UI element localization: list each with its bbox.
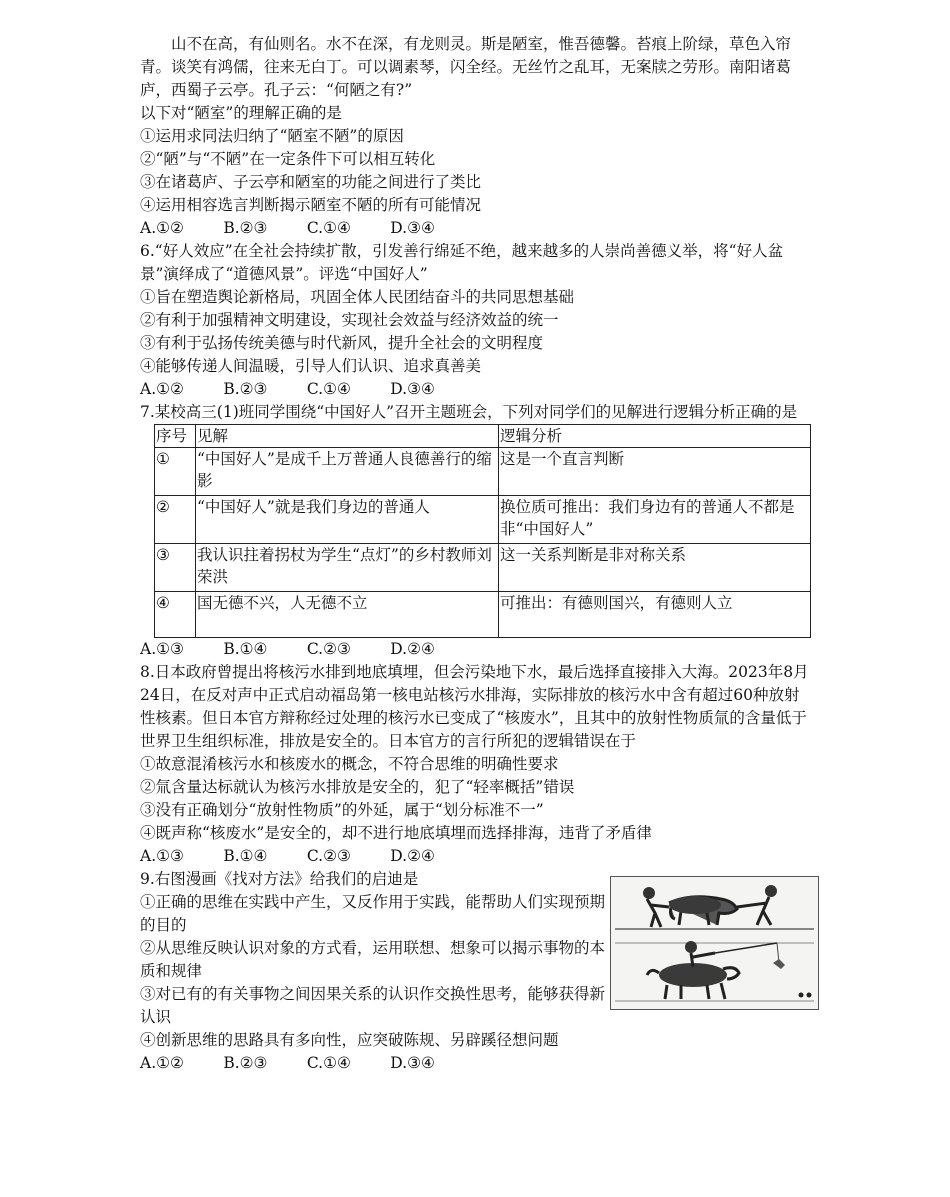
- table-cell: ③: [155, 544, 196, 592]
- choice-item: ①故意混淆核污水和核废水的概念，不符合思维的明确性要求: [140, 755, 559, 773]
- choice-item: ②“陋”与“不陋”在一定条件下可以相互转化: [140, 150, 436, 168]
- question-stem: 8.日本政府曾提出将核污水排到地底填埋，但会污染地下水，最后选择直接排入大海。2023年8月24日，在反对声中正式启动福岛第一核电站核污水排海，实际排放的核污水中含有超过60种放射性核素。但日本官方辩称经过处理的核污水已变成了“核废水”，且其中的放射性物质氚的含量低于世界卫生组织标准，排放是安全的。日本官方的言行所犯的逻辑错误在于: [140, 663, 809, 750]
- passage-text: 山不在高，有仙则名。水不在深，有龙则灵。斯是陋室，惟吾德馨。苔痕上阶绿，草色入帘青。谈笑有鸿儒，往来无白丁。可以调素琴，闪全经。无丝竹之乱耳，无案牍之劳形。南阳诸葛庐，西蜀子云亭。孔子云：“何陋之有?”: [140, 35, 792, 99]
- answer-options: A.①③ B.①④ C.②③ D.②④: [140, 640, 435, 658]
- table-cell: ②: [155, 496, 196, 544]
- table-cell: 换位质可推出：我们身边有的普通人不都是非“中国好人”: [499, 496, 811, 544]
- table-header: 序号: [155, 425, 196, 448]
- table-cell: 我认识拄着拐杖为学生“点灯”的乡村教师刘荣洪: [196, 544, 499, 592]
- table-header: 见解: [196, 425, 499, 448]
- table-cell: 可推出：有德则国兴，有德则人立: [499, 592, 811, 638]
- cartoon-drawing: [611, 877, 818, 1009]
- choice-item: ④能够传递人间温暖，引导人们认识、追求真善美: [140, 357, 482, 375]
- choice-item: ①运用求同法归纳了“陋室不陋”的原因: [140, 127, 404, 145]
- table-header-row: [155, 425, 811, 448]
- choice-item: ②从思维反映认识对象的方式看，运用联想、想象可以揭示事物的本质和规律: [140, 939, 606, 980]
- question-9: [140, 868, 812, 1075]
- table-cell: 这一关系判断是非对称关系: [499, 544, 811, 592]
- question-stem: 9.右图漫画《找对方法》给我们的启迪是: [140, 870, 419, 888]
- choice-item: ④既声称“核废水”是安全的，却不进行地底填埋而选择排海，违背了矛盾律: [140, 824, 652, 842]
- choice-item: ①旨在塑造舆论新格局，巩固全体人民团结奋斗的共同思想基础: [140, 288, 575, 306]
- choice-item: ②氚含量达标就认为核污水排放是安全的，犯了“轻率概括”错误: [140, 778, 575, 796]
- answer-options: A.①② B.②③ C.①④ D.③④: [140, 1054, 435, 1072]
- exam-page: [140, 33, 812, 1075]
- choice-item: ③在诸葛庐、子云亭和陋室的功能之间进行了类比: [140, 173, 482, 191]
- table-row: [155, 496, 811, 544]
- question-stem: 以下对“陋室”的理解正确的是: [140, 104, 342, 122]
- question-stem: 6.“好人效应”在全社会持续扩散，引发善行绵延不绝，越来越多的人崇尚善德义举，将“好人盆景”演绎成了“道德风景”。评选“中国好人”: [140, 242, 784, 283]
- answer-options: A.①② B.②③ C.①④ D.③④: [140, 380, 435, 398]
- question-5: [140, 102, 812, 240]
- choice-item: ③对已有的有关事物之间因果关系的认识作交换性思考，能够获得新认识: [140, 985, 606, 1026]
- question-6: [140, 240, 812, 401]
- table-cell: ①: [155, 448, 196, 496]
- question-7: [140, 401, 812, 661]
- table-cell: ④: [155, 592, 196, 638]
- table-cell: “中国好人”是成千上万普通人良德善行的缩影: [196, 448, 499, 496]
- choice-item: ③有利于弘扬传统美德与时代新风，提升全社会的文明程度: [140, 334, 544, 352]
- table-cell: 这是一个直言判断: [499, 448, 811, 496]
- table-row: [155, 544, 811, 592]
- answer-options: A.①③ B.①④ C.②③ D.②④: [140, 847, 435, 865]
- question-9-text: [140, 868, 610, 1029]
- choice-item: ④创新思维的思路具有多向性，应突破陈规、另辟蹊径想问题: [140, 1031, 559, 1049]
- choice-item: ②有利于加强精神文明建设，实现社会效益与经济效益的统一: [140, 311, 559, 329]
- answer-options: A.①② B.②③ C.①④ D.③④: [140, 219, 435, 237]
- choice-item: ④运用相容选言判断揭示陋室不陋的所有可能情况: [140, 196, 482, 214]
- question-stem: 7.某校高三(1)班同学围绕“中国好人”召开主题班会，下列对同学们的见解进行逻辑分析正确的是: [140, 403, 798, 421]
- table-row: [155, 448, 811, 496]
- table-cell: 国无德不兴，人无德不立: [196, 592, 499, 638]
- table-header: 逻辑分析: [499, 425, 811, 448]
- choice-item: ③没有正确划分“放射性物质”的外延，属于“划分标准不一”: [140, 801, 544, 819]
- logic-table: [154, 424, 811, 638]
- table-cell: “中国好人”就是我们身边的普通人: [196, 496, 499, 544]
- table-row: [155, 592, 811, 638]
- choice-item: ①正确的思维在实践中产生，又反作用于实践，能帮助人们实现预期的目的: [140, 893, 606, 934]
- cartoon-image: [610, 876, 819, 1010]
- question-8: [140, 661, 812, 868]
